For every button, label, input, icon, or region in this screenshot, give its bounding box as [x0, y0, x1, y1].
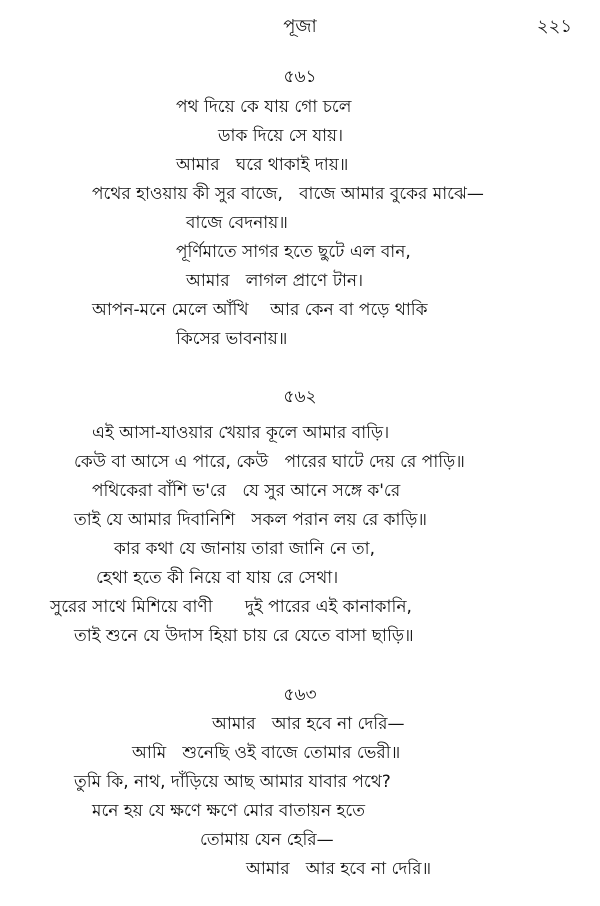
- verse-line: কার কথা যে জানায় তারা জানি নে তা,: [114, 539, 376, 559]
- verse-line: হেথা হতে কী নিয়ে বা যায় রে সেথা।: [96, 568, 339, 588]
- page-number: ২২১: [536, 16, 572, 37]
- verse-line: আমি শুনেছি ওই বাজে তোমার ভেরী॥: [132, 743, 401, 763]
- verse-line: তোমায় যেন হেরি—: [200, 830, 334, 850]
- verse-line: মনে হয় যে ক্ষণে ক্ষণে মোর বাতায়ন হতে: [92, 801, 366, 821]
- verse-line: পথিকেরা বাঁশি ভ'রে যে সুর আনে সঙ্গে ক'রে: [92, 481, 401, 501]
- verse-line: পথ দিয়ে কে যায় গো চলে: [176, 97, 352, 117]
- running-title: পূজা: [283, 16, 317, 37]
- verse-line: বাজে বেদনায়॥: [186, 213, 288, 233]
- verse-line: আমার ঘরে থাকাই দায়॥: [176, 155, 349, 175]
- verse-line: তাই যে আমার দিবানিশি সকল পরান লয় রে কাড়ি॥: [74, 510, 428, 530]
- verse-line: তাই শুনে যে উদাস হিয়া চায় রে যেতে বাসা ছাড়ি॥: [74, 626, 414, 646]
- song-number: ৫৬৩: [283, 685, 317, 705]
- verse-line: কেউ বা আসে এ পারে, কেউ পারের ঘাটে দেয় রে পাড়ি॥: [74, 452, 465, 472]
- verse-line: এই আসা-যাওয়ার খেয়ার কূলে আমার বাড়ি।: [92, 423, 390, 443]
- verse-line: পথের হাওয়ায় কী সুর বাজে, বাজে আমার বুকের মাঝে—: [92, 184, 484, 204]
- verse-line: তুমি কি, নাথ, দাঁড়িয়ে আছ আমার যাবার পথে?: [74, 772, 391, 792]
- verse-line: কিসের ভাবনায়॥: [176, 329, 288, 349]
- verse-line: সুরের সাথে মিশিয়ে বাণী দুই পারের এই কানাকানি,: [50, 597, 412, 617]
- song-number: ৫৬২: [283, 387, 317, 407]
- song-number: ৫৬১: [283, 67, 317, 87]
- verse-line: পূর্ণিমাতে সাগর হতে ছুটে এল বান,: [176, 242, 411, 262]
- verse-line: আপন-মনে মেলে আঁখি আর কেন বা পড়ে থাকি: [92, 300, 428, 320]
- verse-line: আমার আর হবে না দেরি॥: [246, 859, 432, 879]
- verse-line: ডাক দিয়ে সে যায়।: [218, 126, 344, 146]
- verse-line: আমার লাগল প্রাণে টান।: [186, 271, 364, 291]
- verse-line: আমার আর হবে না দেরি—: [212, 714, 405, 734]
